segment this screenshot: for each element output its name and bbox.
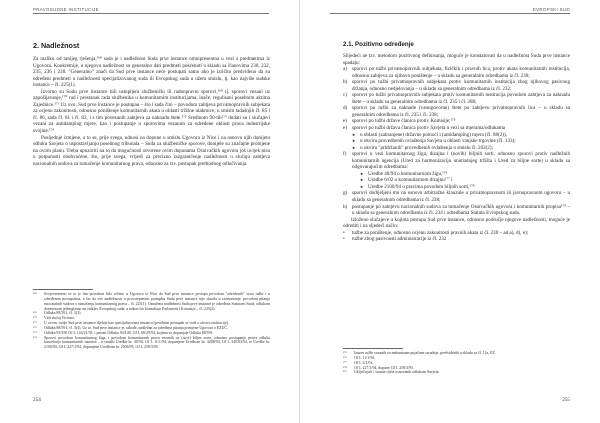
arrow-bullet-icon: ► <box>352 131 356 137</box>
list-item: g) sporovi dodijeljeni mu na osnovu arbitražne klauzule u privatnopravnom ili javnopravnom ugovoru – u skladu sa generalnim odredbama iz čl. 238; <box>343 190 570 204</box>
paragraph-2: Izvorno su Sudu prve instance bili ustupljeni službenički ili radnopravni sporovi,¹⁶⁹ tj. sporovi vezani uz zapošljavanje,¹⁷⁰ rad i prestanak rada službenika u komunitarnim institucijama, inače, regulisani posebnim aktima Zajednice.¹⁷¹ Uz ovo, Sud prve instance je postupao – što i sada čini – povodom zahtjeva privatnopravnih subjekata za ocjenu zakonitosti, odnosno poništenje komunitarnih akata u oblasti tržišne utakmice, u smislu tadašnjih čl. 85 i čl. 86, sada čl. 81 i čl. 82, i s tim povezanih zahtjeva za naknadu štete.¹⁷² Sredinom 90-tih¹⁷³ dodati su i slučajevi vezani za antidamping mjere, kao i postupanje u sporovima vezanim za određene oblasti prava industrijske svojine.¹⁷⁴ <box>33 88 270 135</box>
arrow-bullet-icon: ► <box>360 183 364 189</box>
footnote: ¹⁷³ Odluka 93/350 OJ L 144/21/93, i potom Odluka 94/149, OJ L 66/29/94, kojima se dopunjuje Odluka 88/591. <box>33 330 214 335</box>
sub-list-item: ► Uredbe 40/94 o komunitarnom žigu,¹⁷⁶ <box>360 170 448 177</box>
sub-list-item: ► Uredbe 6/02 o komunitarnom dizajnu¹⁷⁷ i <box>360 177 453 184</box>
outro-paragraph: Izloženo slučajeve u kojima postupa Sud prve instance, odnosno područje njegove nadležnosti, moguće je odrediti i na sljedeći način: <box>343 216 570 230</box>
list-item: e) sporovi po tužbi države članica protiv Komisije;¹⁷⁵ <box>343 118 456 125</box>
arrow-bullet-icon: ► <box>360 170 364 176</box>
bullet-icon: • <box>343 236 345 243</box>
running-head-left: PRAVOSUDNE INSTITUCIJE <box>33 7 99 12</box>
footnote: ¹⁷⁴ Sporovi povodom komunitarnog žiga, i povodom komunitarnih prava vezanih uz (novi) biljne sorte, odnosno postupanje protiv odluka kancelarije komunitarnih nazaiva – u smislu Uredbe br. 40/94, OJ L 11/1/94, dopunjene Uredbom br. 3288/94, OJ L 349/83/94, te Uredbe br. 2100/94, OJ L 227/1/94, dopunjene Uredbom br. 2506/95, OJ L 258/3/95. <box>33 335 270 350</box>
footnotes-left <box>33 292 270 350</box>
footnote: ¹⁷⁹ Uključujući i statute tijela osnovanih odlukom Savjeta. <box>343 370 440 375</box>
paragraph-3: Posljednje izmjene, a to se, prije svega, odnosi na dopune u smislu Ugovora iz Nice i na osnovu njih donijetu odluku Savjeta o uspostavljanju posebnog tribunala – Suda za službeničke sporove, donijele su značajne promjene na ovom planu. Treba upozoriti na to da mogućnosti otvorene ovim dopunama Osnivačkih ugovora još uvijek nisu u potpunosti obuhvaćene, što, prije svega, vrijedi za precizno razgraničenje nadležnosti u slučaju zahtjeva nacionalnih sudova za tumačenje komunitarnog prava, odnosno za tzv. postupak prethodnog odlučivanja. <box>33 134 270 167</box>
footnote: ¹⁷² Odluka 88/591, čl. 3(4). Uz to, Sud prve instance je, takođe, nadležan za određena pitanja primjene Ugovora o EZUČ. <box>33 325 228 330</box>
footnote: ¹⁷¹ U ovom, ovdje Sud prve instance djeluje kao specijalizovana instanca (prvobitni postupak se vodi u okviru institucije). <box>33 321 229 326</box>
intro-paragraph: Slijedeći ne tzv. metodom pozitivnog definisanja, moguće je konstatovati da u nadležnost Suda prve instance spadaju: <box>343 53 570 66</box>
arrow-bullet-icon: ► <box>352 138 356 144</box>
list-item: b) sporovi po tužbi privatnopravnih subjekata protiv komunitarnih institucija zbog njihovog pasivnog držanja, odnosno nedjelovanja – u skladu sa generalnim odredbama iz čl. 232; <box>343 79 570 92</box>
left-text-column <box>33 41 270 167</box>
footnote: ¹⁶⁹ Odluka 88/591, čl. 3(1). <box>33 311 82 316</box>
bullet-item: • tužbe za poništenje, odnosno ocjenu zakonitosti pravnih akata iz čl. 230 – ad a), d), e); <box>343 229 529 236</box>
footnotes-right <box>343 351 570 375</box>
header-rule-right <box>330 13 570 14</box>
sub-list-item: ► u okviru "pridržanih" provedbenih ovlaštenja u smislu čl. 202(2); <box>352 144 494 151</box>
sub-list-item: ► Uredbe 2100/94 o pravima povodom biljnih sorti,¹⁷⁸ <box>360 183 475 190</box>
bullet-icon: • <box>343 229 345 236</box>
sub-list-item: ► u oblasti (zabranjene) državne pomoći i (antidamping) mjera (čl. 88(2)), <box>352 131 507 138</box>
list-item: a) sporovi po tužbi privatnopravnih subjekata, fizičkih i pravnih lica, protiv akata komunitarnih institucija, odnosno zahtjeva za njihovo poništenje – u skladu sa generalnim odredbama iz čl. 230; <box>343 66 570 79</box>
footnote: ¹⁷⁵ Izuzev tužbi vezanih za mehanizam pojačane saradnje, predviđenih u skladu sa čl. 11a, EZ. <box>343 351 496 355</box>
bullet-item: • tužbe zbog pasivnosti administracije iz čl. 232 <box>343 236 447 243</box>
list-item: e) sporovi po tužbi država članica protiv Savjeta u vezi sa mjerama/odlukama <box>343 125 506 132</box>
section-heading: 2. Nadležnost <box>33 41 80 50</box>
footnote: ¹⁷⁷ OJ L 3/1/02. <box>343 360 374 365</box>
right-page <box>300 0 600 423</box>
footnote: ¹⁶⁸ Svojevremeno se to je tim povodom bilo rečeno u Ugovoru iz Nice da Sud prve instance postupa povodom "odredenih" vrsta tužbi i u određenim postupcima, a što do sve nadležnosti u prvostepenom postupku Suda prve instance nije ulazilo u razmatranje, povodom pitanja nacionalnih sudova o tumačenju komunitarnog prava – čl. 225(1). Osnažena nadležnost Suda prve instance je određena Statutom Suda, odlukom donesenom jednoglasno na zahtjev Evropskog suda, a nakon što konsultuje Parlament i Komisiju – čl. 225(2). <box>33 292 270 311</box>
list-item: h) postupanje po zahtjevu nacionalnih sudova za tumačenje Osnivačkih ugovora i komunitarnih propisa¹⁷⁹ – u skladu sa generalnim odredbama iz čl. 234 i odredbama Statuta Evropskog suda. <box>343 203 570 217</box>
footnote: ¹⁷⁸ OJ L 227/1/94, dopune OJ L 258/3/95. <box>343 365 415 370</box>
page-number-left: 254 <box>33 397 41 403</box>
footnote-rule-left <box>33 289 93 290</box>
footnote-rule-right <box>343 348 403 349</box>
header-rule-left <box>33 13 269 14</box>
right-text-column <box>343 41 570 243</box>
list-item: c) sporovi po tužbi privatnopravnih subjekata protiv komunitarnih institucija povodom zahtjeva za naknadu štete – u skladu sa generalnim odredbama iz čl. 235 i čl. 288; <box>343 92 570 105</box>
subsection-heading: 2.1. Pozitivno određenje <box>343 41 414 48</box>
footnote: ¹⁷⁶ OJ L 11/1/94. <box>343 355 376 360</box>
running-head-right: EVROPSKI SUD <box>532 7 570 12</box>
arrow-bullet-icon: ► <box>360 177 364 183</box>
sub-list-item: ► u okviru provedbenih ovlaštenja Savjeta u oblasti vanjske trgovine (čl. 133); <box>352 138 516 145</box>
list-item: f) sporovi u vezi komunitarnog žiga, dizajna i (novih) biljnih sorti, odnosno sporovi protiv nadležnih komunitarnih agencija (Ured za harmonizaciju unutrašnjeg tržišta i Ured za biljne sorte) u skladu sa odgovarajućim odredbama: <box>343 151 570 171</box>
list-item: d) sporovi po tužbi za naknade (vanugovorne) štete po zahtjevu privatnopravnih lica – u skladu sa generalnim odredbama iz čl. 235 i čl. 238; <box>343 105 570 118</box>
page-number-right: 255 <box>562 397 570 403</box>
footnote: ¹⁷⁰ Vidi slučaj Viciano. <box>33 316 75 321</box>
arrow-bullet-icon: ► <box>352 144 356 150</box>
paragraph-1: Za razliku od ranijeg rješenja,¹⁶⁸ sada je i nadležnost Suda prve instance omnipresentna u vezi s predmetima iz Ugovora. Konkretnije, u njegovu nadležnost su generalno dati predmeti pokrenuti u skladu sa članovima 230, 232, 235, 236 i 238. "Generalno" znači da Sud prve instance neće postupati samo ako je izričito predviđeno da su određeni predmeti u nadležnosti specijalizovanog suda ili Evropskog suda u užem smislu, tj. kao najviše sudske instance – čl. 225(1). <box>33 56 270 89</box>
